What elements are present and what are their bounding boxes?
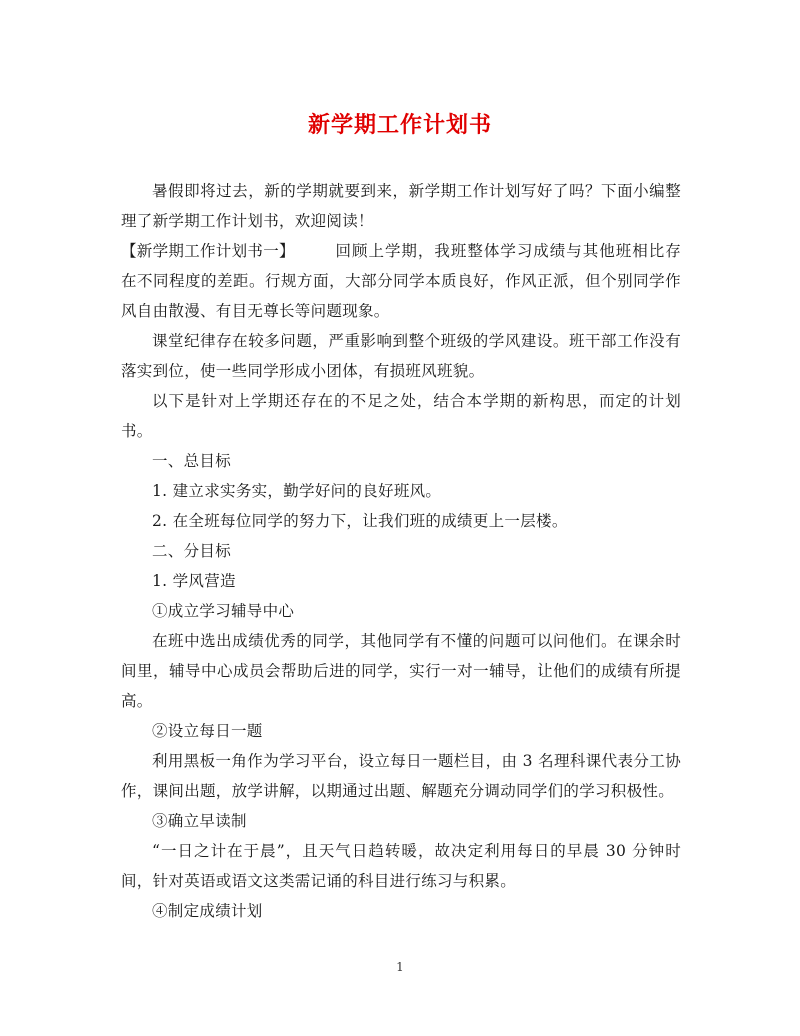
sub-goal-study-atmosphere: 1. 学风营造 — [152, 572, 236, 590]
section-heading-overall-goal: 一、总目标 — [152, 452, 232, 470]
item-heading-daily-question: ②设立每日一题 — [152, 722, 263, 740]
plan-one-heading: 【新学期工作计划书一】 — [121, 242, 295, 260]
daily-question-paragraph: 利用黑板一角作为学习平台，设立每日一题栏目，由 3 名理科课代表分工协作，课间出题，放学讲解，以期通过出题、解题充分调动同学们的学习积极性。 — [121, 752, 681, 800]
discipline-paragraph: 课堂纪律存在较多问题，严重影响到整个班级的学风建设。班干部工作没有落实到位，使一些同学形成小团体，有损班风班貌。 — [121, 332, 681, 380]
section-heading-sub-goals: 二、分目标 — [152, 542, 232, 560]
tutoring-center-paragraph: 在班中选出成绩优秀的同学，其他同学有不懂的问题可以问他们。在课余时间里，辅导中心成员会帮助后进的同学，实行一对一辅导，让他们的成绩有所提高。 — [121, 632, 681, 710]
page-number: 1 — [396, 960, 404, 974]
intro-paragraph: 暑假即将过去，新的学期就要到来，新学期工作计划写好了吗？下面小编整理了新学期工作计划书，欢迎阅读！ — [121, 182, 681, 230]
item-heading-grade-plan: ④制定成绩计划 — [152, 902, 263, 920]
overall-goal-item-1: 1. 建立求实务实，勤学好问的良好班风。 — [152, 482, 442, 500]
item-heading-tutoring-center: ①成立学习辅导中心 — [152, 602, 295, 620]
morning-reading-paragraph: “一日之计在于晨”，且天气日趋转暖，故决定利用每日的早晨 30 分钟时间，针对英语或语文这类需记诵的科目进行练习与积累。 — [121, 842, 681, 890]
overall-goal-item-2: 2. 在全班每位同学的努力下，让我们班的成绩更上一层楼。 — [152, 512, 568, 530]
document-body — [121, 176, 681, 926]
plan-one-body: 回顾上学期，我班整体学习成绩与其他班相比存在不同程度的差距。行规方面，大部分同学本质良好，作风正派，但个别同学作风自由散漫、有目无尊长等问题现象。 — [121, 242, 681, 320]
item-heading-morning-reading: ③确立早读制 — [152, 812, 247, 830]
document-title: 新学期工作计划书 — [307, 112, 492, 138]
summary-paragraph: 以下是针对上学期还存在的不足之处，结合本学期的新构思，而定的计划书。 — [121, 392, 681, 440]
plan-one-paragraph — [121, 236, 681, 326]
